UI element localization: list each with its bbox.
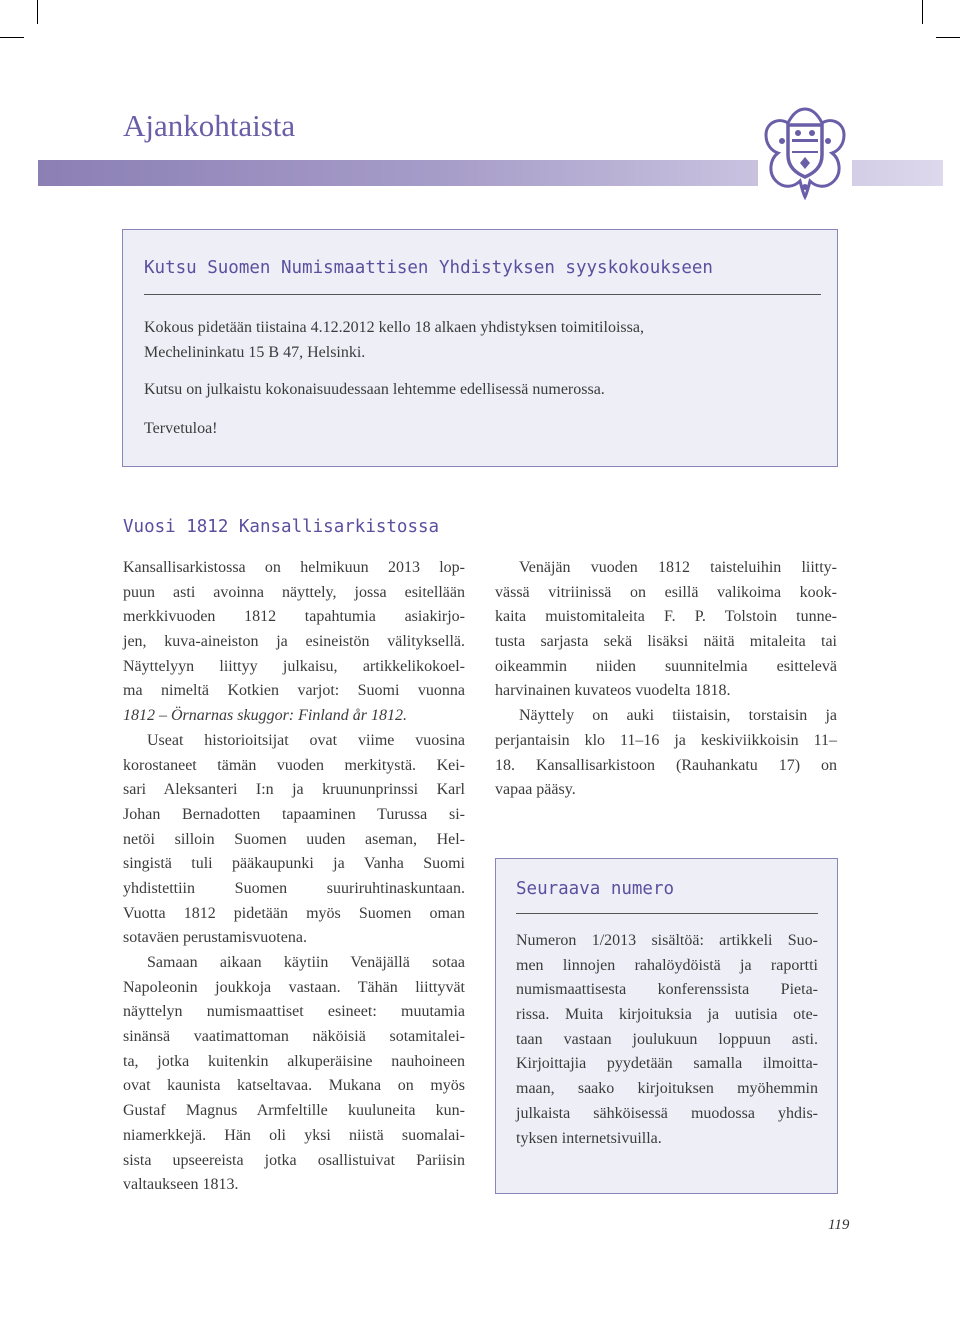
- text-line: tyksen internetsivuilla.: [516, 1129, 662, 1147]
- next-issue-heading: Seuraava numero: [516, 879, 675, 899]
- text-line: 18. Kansallisarkistoon (Rauhankatu 17) on: [495, 756, 837, 774]
- text-line: valtaukseen 1813.: [123, 1176, 239, 1194]
- text-line: maan, saako kirjoituksen myöhemmin: [516, 1080, 818, 1098]
- text-line: perjantaisin klo 11–16 ja keskiviikkoisin 11–: [495, 731, 837, 749]
- invitation-line: Kokous pidetään tiistaina 4.12.2012 kello 18 alkaen yhdistyksen toimitiloissa,: [144, 319, 644, 336]
- heading-rule: [144, 294, 821, 295]
- text-line: ovat kaunista katseltavaa. Mukana on myös: [123, 1077, 465, 1095]
- text-line: Kansallisarkistossa on helmikuun 2013 lop-: [123, 559, 465, 576]
- text-line: Venäjän vuoden 1812 taisteluihin liitty-: [519, 559, 837, 576]
- invitation-line: Kutsu on julkaistu kokonaisuudessaan lehtemme edellisessä numerossa.: [144, 381, 605, 398]
- invitation-line: Mechelininkatu 15 B 47, Helsinki.: [144, 344, 366, 361]
- text-line: sotaväen perustamisvuotena.: [123, 929, 307, 947]
- text-line: jen, kuva-aineiston ja esineistön välityksellä.: [123, 633, 465, 651]
- text-line: Näyttelyyn liittyy julkaisu, artikkelikokoel-: [123, 657, 465, 675]
- text-line: sinänsä vaatimattoman näköisiä sotamitalei-: [123, 1028, 465, 1046]
- text-line: ma nimeltä Kotkien varjot: Suomi vuonna: [123, 682, 465, 700]
- text-line: vässä vitriinissä on esillä valikoima kook-: [495, 583, 837, 601]
- invitation-line: Tervetuloa!: [144, 420, 218, 437]
- text-line: vapaa pääsy.: [495, 781, 576, 799]
- text-line: taan vastaan joulukuun loppuun asti.: [516, 1030, 818, 1048]
- text-line: harvinainen kuvateos vuodelta 1818.: [495, 682, 731, 700]
- invitation-heading: Kutsu Suomen Numismaattisen Yhdistyksen syyskokoukseen: [144, 258, 713, 278]
- text-line: Näyttely on auki tiistaisin, torstaisin ja: [519, 707, 837, 725]
- crop-mark: [922, 0, 923, 24]
- text-line: korostaneet tämän vuoden merkitystä. Kei-: [123, 756, 465, 774]
- next-issue-text: [516, 929, 818, 1151]
- text-line: Gustaf Magnus Armfeltille kuuluneita kun-: [123, 1102, 465, 1120]
- text-line: Johan Bernadotten tapaaminen Turussa si-: [123, 805, 465, 823]
- text-line: Vuotta 1812 pidetään myös Suomen oman: [123, 904, 465, 922]
- crop-mark: [936, 37, 960, 38]
- article-right-column: [495, 556, 837, 803]
- page-title: Ajankohtaista: [123, 108, 296, 143]
- text-line: ta, jotka kuitenkin alkuperäisine nauhoineen: [123, 1052, 465, 1070]
- text-line: 1812 – Örnarnas skuggor: Finland år 1812.: [123, 707, 408, 725]
- text-line: netöi silloin Suomen uuden aseman, Hel-: [123, 830, 465, 848]
- text-line: oikeammin niiden suunnitelmia esittelevä: [495, 657, 837, 675]
- text-line: tusta sarjasta sekä lisäksi näitä mitaleita tai: [495, 633, 837, 651]
- text-line: julkaista sähköisessä muodossa yhdis-: [516, 1104, 818, 1122]
- text-line: rissa. Muita kirjoituksia ja uutisia ote-: [516, 1006, 818, 1024]
- text-line: niamerkkejä. Hän oli yksi niistä suomalai-: [123, 1126, 465, 1144]
- page-number: 119: [828, 1217, 850, 1233]
- invitation-box: [122, 229, 838, 467]
- text-line: sista upseereista jotka osallistuivat Pariisin: [123, 1151, 465, 1169]
- text-line: näyttelyn numismaattiset esineet: muutamia: [123, 1003, 465, 1021]
- article-left-column: [123, 556, 465, 1198]
- crop-mark: [0, 37, 24, 38]
- text-line: puun asti avoinna näyttely, jossa esitellään: [123, 583, 465, 601]
- text-line: Numeron 1/2013 sisältöä: artikkeli Suo-: [516, 932, 818, 949]
- text-line: Napoleonin joukkoja vastaan. Tähän liittyvät: [123, 978, 465, 996]
- text-line: kaita muistomitaleita F. P. Tolstoin tunne-: [495, 608, 837, 626]
- text-line: Useat historioitsijat ovat viime vuosina: [147, 731, 465, 749]
- society-crest-icon: [758, 103, 852, 201]
- text-line: men linnojen rahalöydöistä ja raportti: [516, 956, 818, 974]
- text-line: merkkivuoden 1812 tapahtumia asiakirjo-: [123, 608, 465, 626]
- text-line: yhdistettiin Suomen suuriruhtinaskuntaan.: [123, 879, 465, 897]
- text-line: Kirjoittajia pyydetään samalla ilmoitta-: [516, 1055, 818, 1073]
- next-issue-box: [495, 858, 838, 1194]
- text-line: numismaattisesta konferenssista Pieta-: [516, 981, 818, 999]
- article-heading: Vuosi 1812 Kansallisarkistossa: [123, 517, 440, 537]
- text-line: sari Aleksanteri I:n ja kruununprinssi Karl: [123, 781, 465, 799]
- text-line: Samaan aikaan käytiin Venäjällä sotaa: [147, 954, 465, 971]
- text-line: singistä tuli pääkaupunki ja Vanha Suomi: [123, 855, 465, 873]
- heading-rule: [516, 913, 818, 914]
- crop-mark: [37, 0, 38, 24]
